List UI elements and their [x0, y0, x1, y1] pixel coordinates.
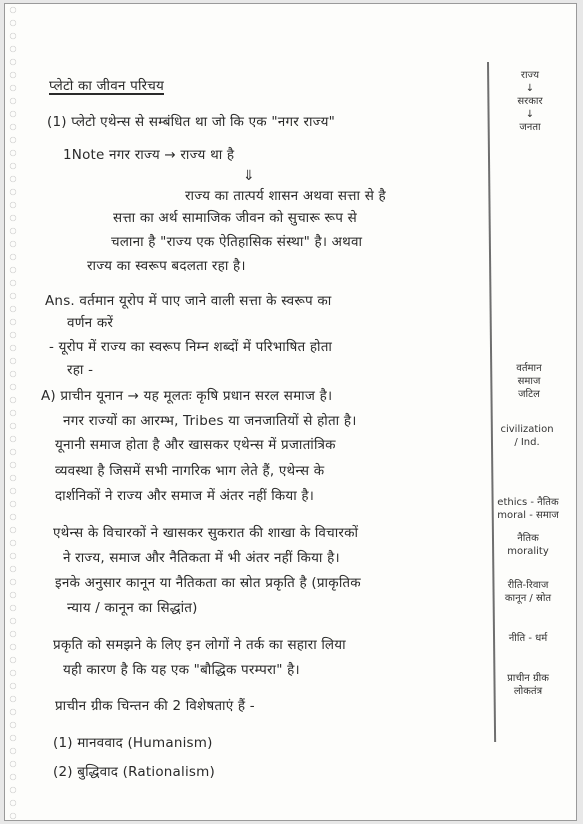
margin-note-4: ethics - नैतिक moral - समाज [497, 497, 559, 521]
note-line-5: चलाना है "राज्य एक ऐतिहासिक संस्था" है। अथवा [111, 234, 363, 250]
note-line-20: प्रकृति को समझने के लिए इन लोगों ने तर्क का सहारा लिया [53, 637, 346, 653]
margin-note-3: civilization / Ind. [500, 424, 554, 448]
note-line-17: ने राज्य, समाज और नैतिकता में भी अंतर नहीं किया है। [63, 550, 340, 566]
margin-note-2: वर्तमान समाज जटिल [516, 363, 542, 400]
note-line-8: वर्णन करें [67, 315, 114, 331]
note-line-4: सत्ता का अर्थ सामाजिक जीवन को सुचारू रूप से [113, 210, 357, 226]
note-line-2: 1Note नगर राज्य → राज्य था है [63, 147, 235, 163]
note-line-15: दार्शनिकों ने राज्य और समाज में अंतर नहीं किया है। [55, 488, 315, 504]
note-line-6: राज्य का स्वरूप बदलता रहा है। [87, 258, 246, 274]
note-line-7: Ans. वर्तमान यूरोप में पाए जाने वाली सत्ता के स्वरूप का [45, 293, 332, 309]
note-line-19: न्याय / कानून का सिद्धांत) [67, 600, 198, 616]
note-line-22: प्राचीन ग्रीक चिन्तन की 2 विशेषताएं हैं - [55, 698, 255, 714]
note-line-24: (2) बुद्धिवाद (Rationalism) [53, 764, 215, 780]
margin-note-7: नीति - धर्म [508, 633, 548, 644]
note-line-13: यूनानी समाज होता है और खासकर एथेन्स में प्रजातांत्रिक [55, 437, 336, 453]
page-heading: प्लेटो का जीवन परिचय [49, 78, 164, 94]
note-line-10: रहा - [67, 362, 94, 378]
note-line-16: एथेन्स के विचारकों ने खासकर सुकरात की शाखा के विचारकों [53, 525, 359, 541]
note-line-1: (1) प्लेटो एथेन्स से सम्बंधित था जो कि एक "नगर राज्य" [47, 114, 336, 130]
note-line-18: इनके अनुसार कानून या नैतिकता का स्रोत प्रकृति है (प्राकृतिक [55, 575, 361, 591]
note-line-23: (1) मानववाद (Humanism) [53, 735, 213, 751]
note-line-11: A) प्राचीन यूनान → यह मूलतः कृषि प्रधान सरल समाज है। [41, 388, 333, 404]
note-line-3: राज्य का तात्पर्य शासन अथवा सत्ता से है [185, 188, 386, 204]
spiral-binding [5, 4, 21, 820]
margin-note-8: प्राचीन ग्रीक लोकतंत्र [507, 673, 549, 697]
down-arrow-icon: ⇓ [243, 168, 255, 184]
note-line-14: व्यवस्था है जिसमें सभी नागरिक भाग लेते हैं, एथेन्स के [55, 463, 325, 479]
margin-note-1: राज्य ↓ सरकार ↓ जनता [517, 70, 543, 133]
note-line-9: - यूरोप में राज्य का स्वरूप निम्न शब्दों में परिभाषित होता [49, 339, 333, 355]
notebook-page [4, 3, 577, 821]
note-line-12: नगर राज्यों का आरम्भ, Tribes या जनजातियों से होता है। [63, 413, 357, 429]
note-line-21: यही कारण है कि यह एक "बौद्धिक परम्परा" है। [63, 662, 300, 678]
margin-note-6: रीति-रिवाज कानून / स्रोत [504, 580, 552, 604]
margin-note-5: नैतिक morality [507, 533, 549, 557]
